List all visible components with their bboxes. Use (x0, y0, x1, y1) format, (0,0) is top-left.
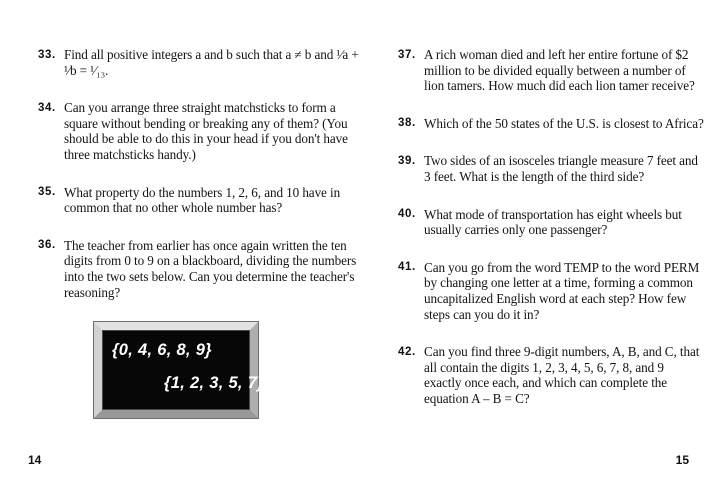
question-text: What property do the numbers 1, 2, 6, and 10 have in common that no other whole number has? (64, 184, 341, 216)
question-number: 38. (398, 117, 416, 130)
question-item-35 (38, 185, 368, 216)
question-item-37 (398, 47, 704, 94)
question-text: Can you go from the word TEMP to the word PERM by changing one letter at a time, forming a common uncapitalized English word at each step? How few steps can you do it in? (424, 259, 700, 322)
question-number: 36. (38, 239, 56, 252)
question-number: 34. (38, 101, 56, 114)
page-left (38, 47, 368, 418)
question-number: 41. (398, 261, 416, 274)
question-item-40 (398, 207, 704, 238)
question-number: 39. (398, 154, 416, 167)
question-item-38 (398, 116, 704, 132)
question-item-36 (38, 238, 368, 300)
question-text: Find all positive integers a and b such that a ≠ b and ¹⁄a + ¹⁄b = ¹⁄₁₃. (64, 47, 359, 78)
blackboard-set-bottom: {1, 2, 3, 5, 7} (164, 374, 264, 393)
question-item-34 (38, 100, 368, 162)
question-text: The teacher from earlier has once again written the ten digits from 0 to 9 on a blackboard, dividing the numbers into the two sets below. Can you determine the teacher's reasoning? (64, 237, 357, 300)
question-number: 33. (38, 48, 56, 61)
question-number: 42. (398, 345, 416, 358)
page-number-left: 14 (28, 453, 42, 467)
blackboard-image (94, 322, 264, 418)
question-item-33 (38, 47, 368, 78)
question-item-42 (398, 344, 704, 406)
question-text: Two sides of an isosceles triangle measure 7 feet and 3 feet. What is the length of the third side? (424, 153, 698, 184)
question-item-39 (398, 153, 704, 184)
question-text: A rich woman died and left her entire fortune of $2 million to be divided equally between a number of lion tamers. How much did each lion tamer receive? (424, 47, 695, 94)
page-number-right: 15 (675, 453, 689, 467)
blackboard-set-top: {0, 4, 6, 8, 9} (112, 341, 212, 360)
question-number: 40. (398, 208, 416, 221)
question-number: 37. (398, 48, 416, 61)
question-number: 35. (38, 186, 56, 199)
question-text: What mode of transportation has eight wheels but usually carries only one passenger? (424, 206, 682, 238)
page-right (398, 47, 704, 429)
question-text: Can you arrange three straight matchsticks to form a square without bending or breaking any of them? (You should be able to do this in your head if you don't have three matchsticks handy.) (64, 100, 348, 162)
question-text: Can you find three 9-digit numbers, A, B, and C, that all contain the digits 1, 2, 3, 4, 5, 6, 7, 8, and 9 exactly once each, and which can complete the equation A – B = C? (424, 344, 700, 406)
question-item-41 (398, 260, 704, 322)
question-text: Which of the 50 states of the U.S. is closest to Africa? (424, 115, 704, 131)
